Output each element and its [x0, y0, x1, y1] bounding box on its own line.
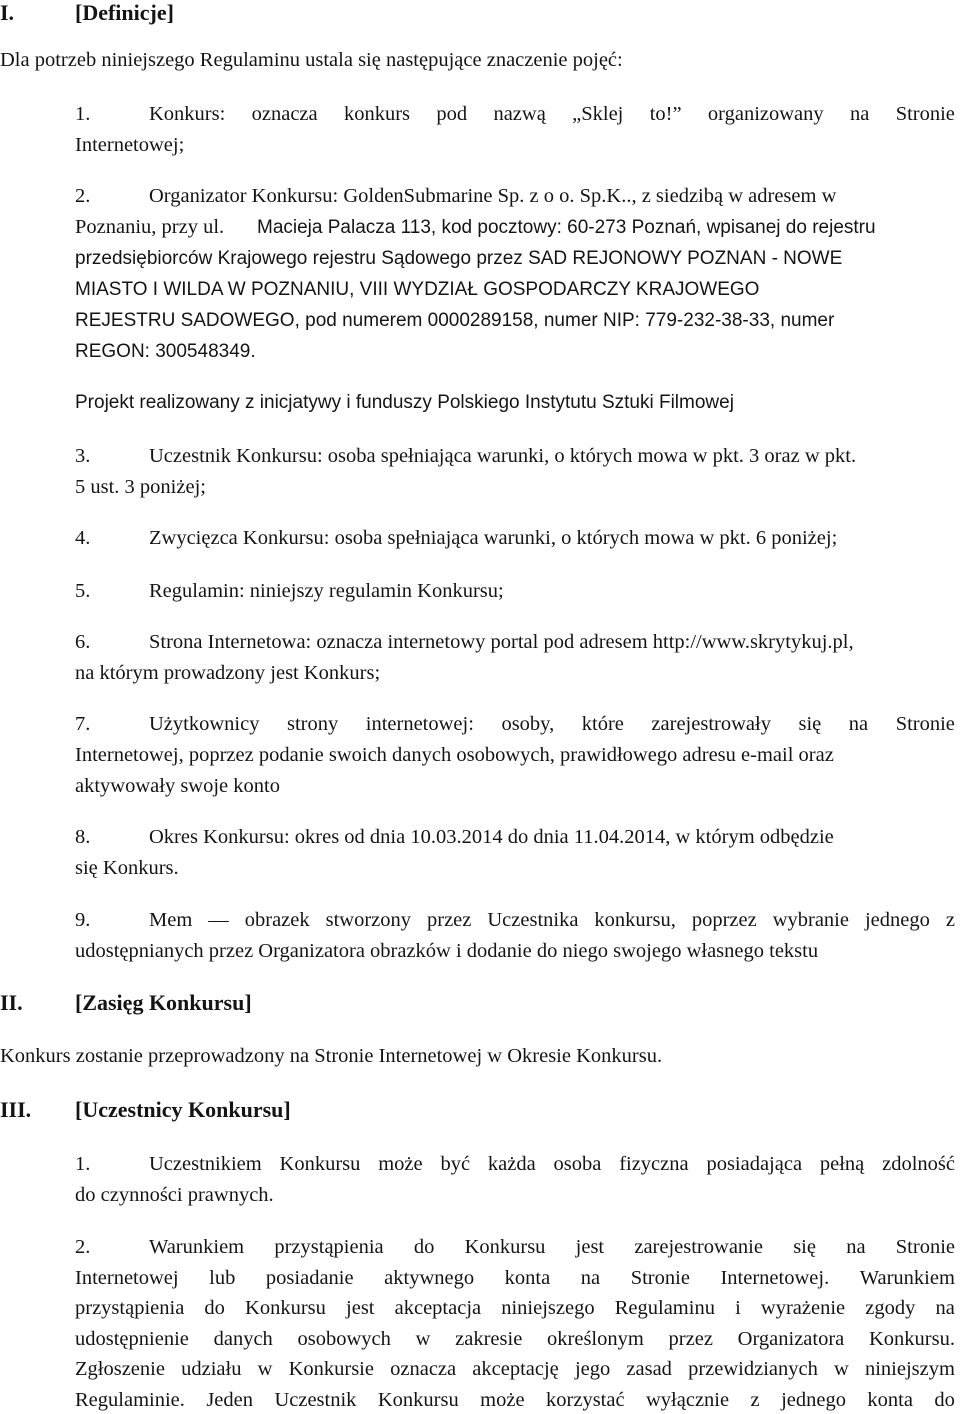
item-8-line-1: Okres Konkursu: okres od dnia 10.03.2014 do dnia 11.04.2014, w którym odbędzie — [149, 826, 834, 848]
item-2-line-5: REJESTRU SADOWEGO, pod numerem 0000289158, numer NIP: 779-232-38-33, numer — [75, 310, 835, 331]
item-number: 1. — [75, 1153, 91, 1175]
item-number: 3. — [75, 445, 91, 467]
item-4-line-1: Zwycięzca Konkursu: osoba spełniająca warunki, o których mowa w pkt. 6 poniżej; — [149, 527, 838, 549]
item-9-line-2: udostępnianych przez Organizatora obrazków i dodanie do niego swojego własnego tekstu — [75, 940, 819, 962]
s3-item-2-line-4: udostępnienie danych osobowych w zakresie określonym przez Organizatora Konkursu. — [75, 1328, 955, 1350]
item-number: 4. — [75, 527, 91, 549]
project-note: Projekt realizowany z inicjatywy i funduszy Polskiego Instytutu Sztuki Filmowej — [75, 392, 734, 413]
section-3-title: [Uczestnicy Konkursu] — [75, 1097, 291, 1122]
item-6-line-1: Strona Internetowa: oznacza internetowy portal pod adresem http://www.skrytykuj.pl, — [149, 631, 854, 653]
item-3-line-2: 5 ust. 3 poniżej; — [75, 476, 206, 498]
s3-item-2-line-6: Regulaminie. Jeden Uczestnik Konkursu może korzystać wyłącznie z jednego konta do — [75, 1389, 955, 1411]
item-7-line-2: Internetowej, poprzez podanie swoich danych osobowych, prawidłowego adresu e-mail oraz — [75, 744, 834, 766]
s3-item-2-line-5: Zgłoszenie udziału w Konkursie oznacza akceptację jego zasad przewidzianych w niniejszym — [75, 1358, 955, 1380]
item-number: 7. — [75, 713, 91, 735]
item-2-line-2b: Macieja Palacza 113, kod pocztowy: 60-273 Poznań, wpisanej do rejestru — [257, 217, 876, 238]
item-number: 8. — [75, 826, 91, 848]
item-3-line-1: Uczestnik Konkursu: osoba spełniająca warunki, o których mowa w pkt. 3 oraz w pkt. — [149, 445, 857, 467]
item-2-line-3: przedsiębiorców Krajowego rejestru Sądowego przez SAD REJONOWY POZNAN - NOWE — [75, 248, 843, 269]
s3-item-2-line-1: Warunkiem przystąpienia do Konkursu jest zarejestrowanie się na Stronie — [149, 1236, 955, 1258]
item-7-line-1: Użytkownicy strony internetowej: osoby, które zarejestrowały się na Stronie — [149, 713, 955, 735]
item-1-line-2: Internetowej; — [75, 134, 185, 156]
item-2-line-1: Organizator Konkursu: GoldenSubmarine Sp. z o o. Sp.K.., z siedzibą w adresem w — [149, 185, 837, 207]
item-number: 2. — [75, 1236, 91, 1258]
section-1-title: [Definicje] — [75, 0, 174, 25]
item-6-line-2: na którym prowadzony jest Konkurs; — [75, 662, 381, 684]
item-7-line-3: aktywowały swoje konto — [75, 775, 280, 797]
item-1-line-1: Konkurs: oznacza konkurs pod nazwą „Sklej to!” organizowany na Stronie — [149, 103, 955, 125]
item-number: 6. — [75, 631, 91, 653]
item-2-line-6: REGON: 300548349. — [75, 341, 256, 362]
item-number: 9. — [75, 909, 91, 931]
section-2-title: [Zasięg Konkursu] — [75, 990, 252, 1015]
item-9-line-1: Mem — obrazek stworzony przez Uczestnika konkursu, poprzez wybranie jednego z — [149, 909, 955, 931]
section-2-numeral: II. — [0, 990, 23, 1015]
section-3-numeral: III. — [0, 1097, 32, 1122]
s3-item-1-line-1: Uczestnikiem Konkursu może być każda osoba fizyczna posiadająca pełną zdolność — [149, 1153, 955, 1175]
item-8-line-2: się Konkurs. — [75, 857, 179, 879]
item-2-line-4: MIASTO I WILDA W POZNANIU, VIII WYDZIAŁ GOSPODARCZY KRAJOWEGO — [75, 279, 760, 300]
item-2-line-2: Poznaniu, przy ul. — [75, 216, 225, 238]
section-2-text: Konkurs zostanie przeprowadzony na Stronie Internetowej w Okresie Konkursu. — [0, 1045, 663, 1067]
item-number: 2. — [75, 185, 91, 207]
section-1-numeral: I. — [0, 0, 15, 25]
item-number: 5. — [75, 580, 91, 602]
section-1-intro: Dla potrzeb niniejszego Regulaminu ustala się następujące znaczenie pojęć: — [0, 49, 623, 71]
s3-item-2-line-2: Internetowej lub posiadanie aktywnego konta na Stronie Internetowej. Warunkiem — [75, 1267, 955, 1289]
item-number: 1. — [75, 103, 91, 125]
item-5-line-1: Regulamin: niniejszy regulamin Konkursu; — [149, 580, 504, 602]
s3-item-2-line-3: przystąpienia do Konkursu jest akceptacja niniejszego Regulaminu i wyrażenie zgody na — [75, 1297, 955, 1319]
s3-item-1-line-2: do czynności prawnych. — [75, 1184, 274, 1206]
